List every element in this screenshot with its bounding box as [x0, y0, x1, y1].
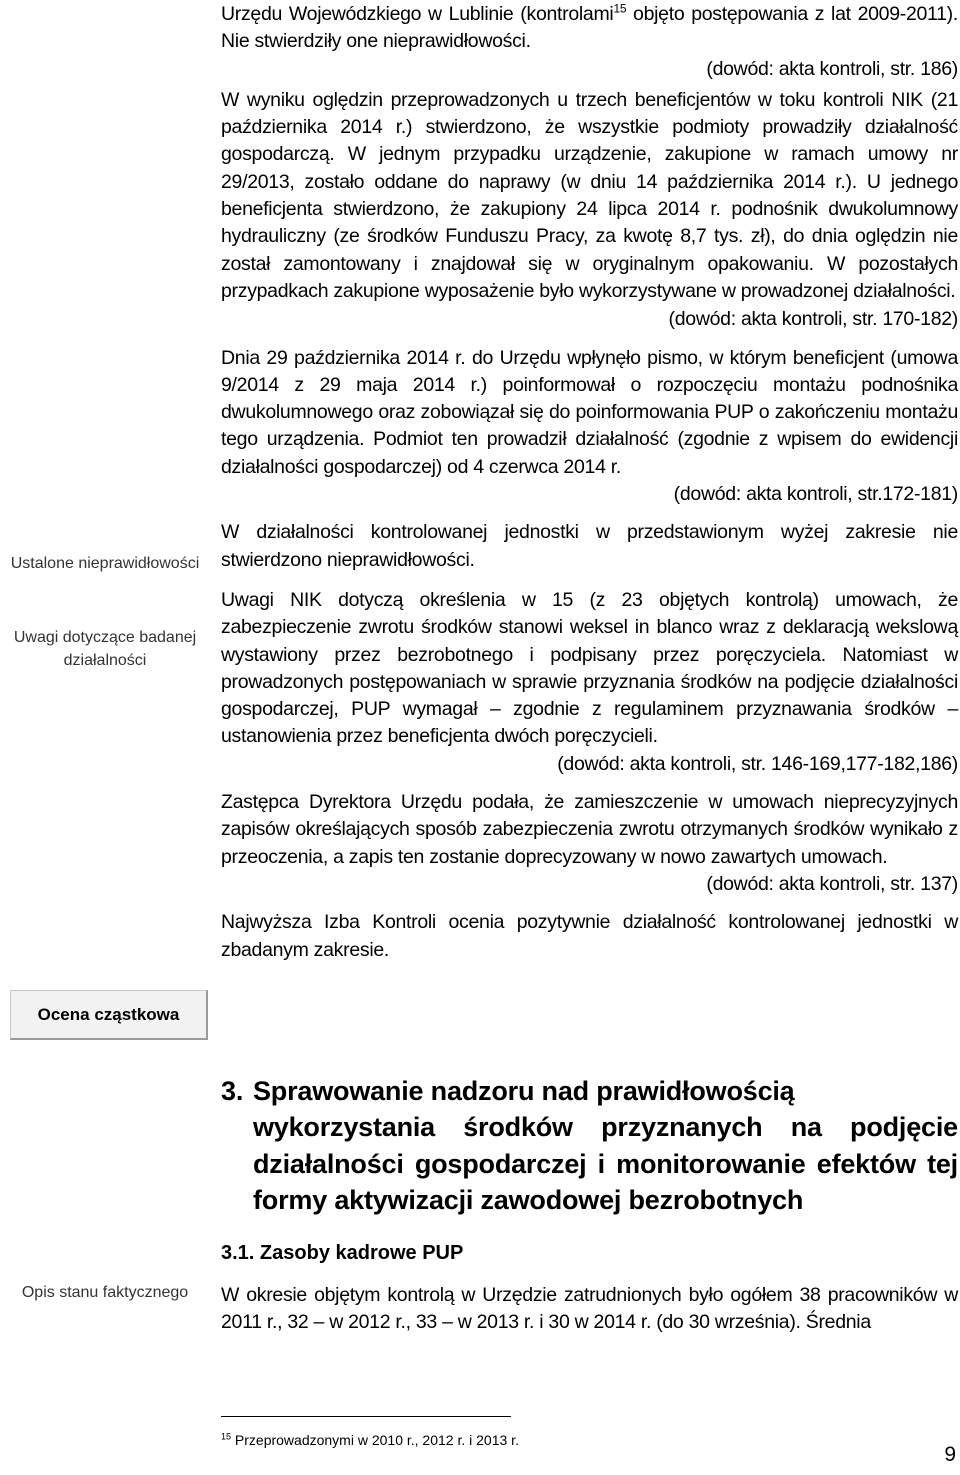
sidebar-label-ustalone: Ustalone nieprawidłowości — [10, 555, 200, 572]
footnote-mark: 15 — [221, 1431, 232, 1442]
page-number: 9 — [944, 1443, 956, 1466]
section-number: 3. — [221, 1076, 244, 1106]
footnote-ref: 15 — [613, 1, 627, 16]
section-heading — [221, 1073, 958, 1219]
section-title-line1: Sprawowanie nadzoru nad prawidłowością — [253, 1076, 795, 1106]
sidebar-label-uwagi: Uwagi dotyczące badanej działalności — [13, 629, 197, 669]
evidence-3: (dowód: akta kontroli, str.172-181) — [673, 483, 958, 506]
paragraph-2: W wyniku oględzin przeprowadzonych u trzech beneficjentów w toku kontroli NIK (21 października 2014 r.) stwierdzono, że wszystkie podmioty prowadziły działalność gospodarczą. W jednym przypadku urządzenie, zakupione w ramach umowy nr 29/2013, zostało oddane do naprawy (w dniu 14 października 2014 r.). U jednego beneficjenta stwierdzono, że zakupiony 24 lipca 2014 r. podnośnik dwukolumnowy hydrauliczny (ze środków Funduszu Pracy, za kwotę 8,7 tys. zł), do dnia oględzin nie został zamontowany i znajdował się w oryginalnym opakowaniu. W pozostałych przypadkach zakupione wyposażenie było wykorzystywane w prowadzonej działalności. — [221, 88, 958, 302]
paragraph-6: Zastępca Dyrektora Urzędu podała, że zamieszczenie w umowach nieprecyzyjnych zapisów określających sposób zabezpieczenia zwrotu otrzymanych środków wynikało z przeoczenia, a zapis ten zostanie doprecyzowany w nowo zawartych umowach. — [221, 791, 958, 868]
main-text — [221, 1, 958, 964]
evidence-5: (dowód: akta kontroli, str. 137) — [706, 872, 958, 895]
footnote-separator — [221, 1416, 511, 1417]
section-text — [221, 1282, 958, 1337]
ocena-czastkowa-box — [10, 990, 208, 1040]
section-title-rest: wykorzystania środków przyznanych na podjęcie działalności gospodarczej i monitorowanie efektów tej formy aktywizacji zawodowej bezrobotnych — [253, 1112, 958, 1216]
paragraph-3: Dnia 29 października 2014 r. do Urzędu wpłynęło pismo, w którym beneficjent (umowa 9/2014 z 29 maja 2014 r.) poinformował o rozpoczęciu montażu podnośnika dwukolumnowego oraz zobowiązał się do poinformowania PUP o zakończeniu montażu tego urządzenia. Podmiot ten prowadził działalność (zgodnie z wpisem do ewidencji działalności gospodarczej) od 4 czerwca 2014 r. — [221, 346, 958, 478]
paragraph-8: W okresie objętym kontrolą w Urzędzie zatrudnionych było ogółem 38 pracowników w 2011 r., 32 – w 2012 r., 33 – w 2013 r. i 30 w 2014 r. (do 30 września). Średnia — [221, 1284, 958, 1334]
paragraph-7: Najwyższa Izba Kontroli ocenia pozytywnie działalność kontrolowanej jednostki w zbadanym zakresie. — [221, 911, 958, 961]
ocena-czastkowa-label: Ocena cząstkowa — [37, 1004, 180, 1024]
paragraph-5: Uwagi NIK dotyczą określenia w 15 (z 23 objętych kontrolą) umowach, że zabezpieczenie zwrotu środków stanowi weksel in blanco wraz z deklaracją wekslową wystawiony przez bezrobotnego i podpisany przez poręczyciela. Natomiast w prowadzonych postępowaniach w sprawie przyznania środków na podjęcie działalności gospodarczej, PUP wymagał – zgodnie z regulaminem przyznawania środków – ustanowienia przez beneficjenta dwóch poręczycieli. — [221, 588, 958, 748]
subsection-heading: 3.1. Zasoby kadrowe PUP — [221, 1242, 464, 1264]
paragraph-4: W działalności kontrolowanej jednostki w przedstawionym wyżej zakresie nie stwierdzono nieprawidłowości. — [221, 521, 958, 571]
evidence-1: (dowód: akta kontroli, str. 186) — [706, 57, 958, 80]
paragraph-1: Urzędu Wojewódzkiego w Lublinie (kontrolami$^{15}$ objęto postępowania z lat 2009-2011). Nie stwierdziły one nieprawidłowości. — [221, 1, 958, 53]
footnote: $^{15}$ Przeprowadzonymi w 2010 r., 2012 r. i 2013 r. — [221, 1431, 519, 1448]
sidebar-label-opis: Opis stanu faktycznego — [21, 1284, 189, 1301]
evidence-4: (dowód: akta kontroli, str. 146-169,177-182,186) — [557, 752, 958, 775]
evidence-2: (dowód: akta kontroli, str. 170-182) — [668, 308, 958, 331]
